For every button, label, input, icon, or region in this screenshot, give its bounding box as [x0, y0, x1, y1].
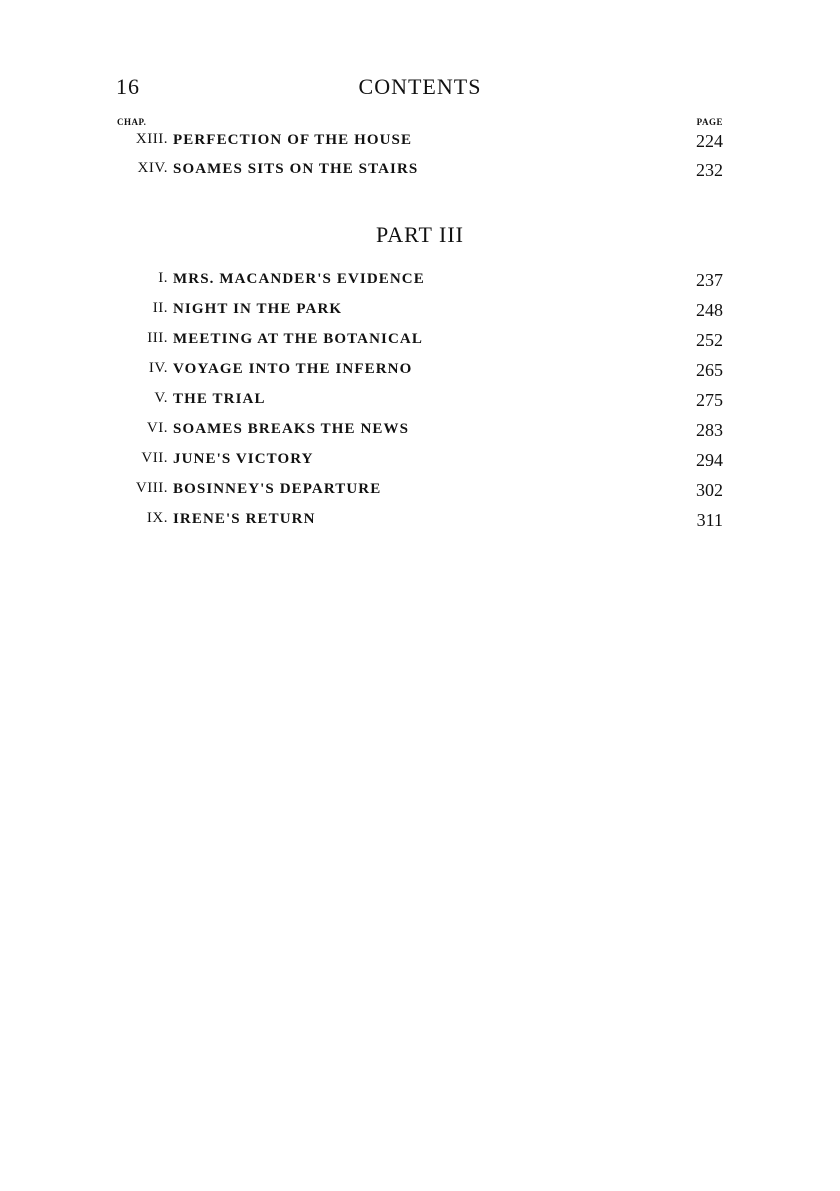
toc-entry	[0, 131, 840, 155]
chapter-number: II.	[152, 300, 168, 316]
chapter-title: NIGHT IN THE PARK	[173, 301, 343, 317]
chapter-number: VII.	[141, 450, 168, 466]
chapter-number: IX.	[146, 510, 168, 526]
page-number: 16	[116, 74, 140, 99]
chapter-page: 311	[696, 510, 723, 530]
chapter-title: SOAMES BREAKS THE NEWS	[173, 421, 410, 437]
toc-entry	[0, 270, 840, 294]
chapter-number: XIV.	[137, 160, 168, 176]
chapter-page: 283	[696, 420, 723, 440]
chapter-title: BOSINNEY'S DEPARTURE	[173, 481, 382, 497]
chapter-page: 265	[696, 360, 723, 380]
chapter-page: 252	[696, 330, 723, 350]
chapter-page: 232	[696, 160, 723, 180]
toc-entry	[0, 480, 840, 504]
chapter-page: 237	[696, 270, 723, 290]
chapter-number: III.	[147, 330, 168, 346]
chapter-page: 248	[696, 300, 723, 320]
chapter-title: SOAMES SITS ON THE STAIRS	[173, 161, 419, 177]
running-title: CONTENTS	[358, 74, 482, 99]
chapter-number: XIII.	[135, 131, 168, 147]
part-heading: PART III	[376, 222, 464, 247]
toc-entry	[0, 300, 840, 324]
toc-entry	[0, 160, 840, 184]
chapter-title: JUNE'S VICTORY	[173, 451, 314, 467]
chapter-number: V.	[154, 390, 168, 406]
chapter-number: I.	[158, 270, 168, 286]
chapter-number: VIII.	[135, 480, 168, 496]
toc-entry	[0, 450, 840, 474]
chapter-page: 294	[696, 450, 723, 470]
chapter-number: VI.	[146, 420, 168, 436]
chapter-title: IRENE'S RETURN	[173, 511, 316, 527]
toc-entry	[0, 420, 840, 444]
chap-column-label: CHAP.	[117, 117, 147, 127]
chapter-page: 275	[696, 390, 723, 410]
chapter-title: VOYAGE INTO THE INFERNO	[173, 361, 413, 377]
chapter-page: 302	[696, 480, 723, 500]
chapter-title: MRS. MACANDER'S EVIDENCE	[173, 271, 425, 287]
toc-entry	[0, 330, 840, 354]
chapter-title: MEETING AT THE BOTANICAL	[173, 331, 423, 347]
page-column-label: PAGE	[696, 117, 723, 127]
chapter-page: 224	[696, 131, 723, 151]
chapter-title: THE TRIAL	[173, 391, 266, 407]
toc-entry	[0, 360, 840, 384]
chapter-number: IV.	[148, 360, 168, 376]
toc-entry	[0, 510, 840, 534]
toc-entry	[0, 390, 840, 414]
chapter-title: PERFECTION OF THE HOUSE	[173, 132, 413, 148]
